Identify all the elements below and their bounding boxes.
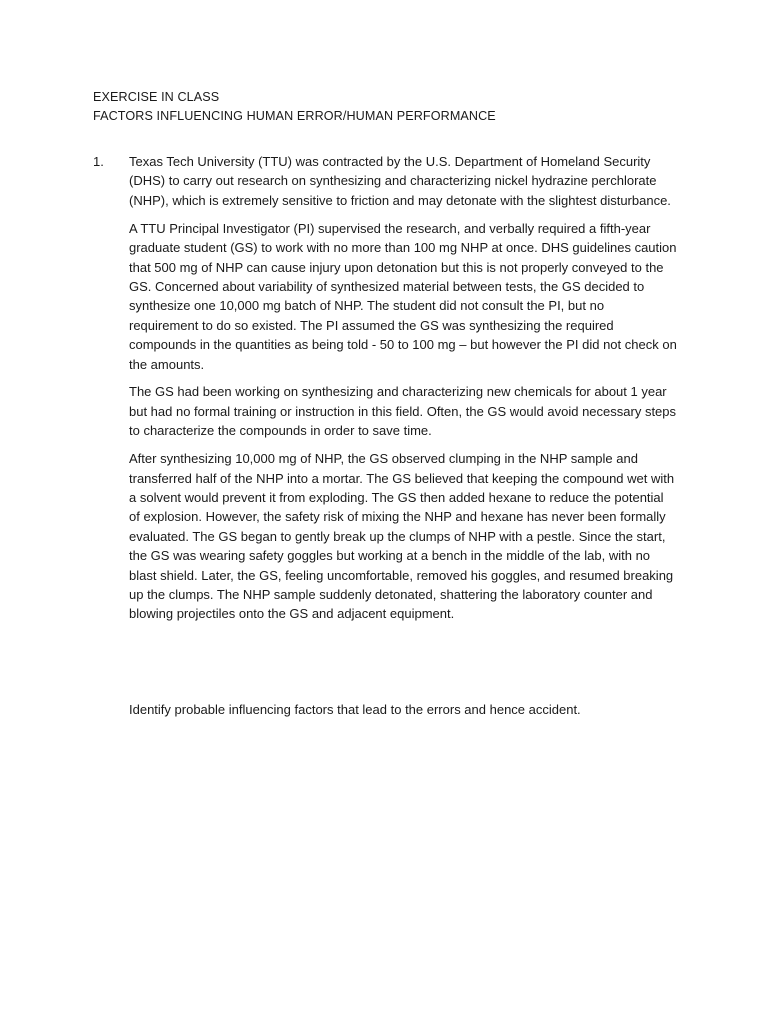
paragraph-incident: After synthesizing 10,000 mg of NHP, the GS observed clumping in the NHP sample and transferred half of the NHP into a mortar. The GS believed that keeping the compound wet with a solvent would prevent it from exploding. The GS then added hexane to reduce the potential of explosion. However, the safety risk of mixing the NHP and hexane has never been formally evaluated. The GS began to gently break up the clumps of NHP with a pestle. Since the start, the GS was wearing safety goggles but working at a bench in the middle of the lab, with no blast shield. Later, the GS, feeling uncomfortable, removed his goggles, and resumed breaking up the clumps. The NHP sample suddenly detonated, shattering the laboratory counter and blowing projectiles onto the GS and adjacent equipment. <box>129 451 675 622</box>
item-number: 1. <box>93 154 104 169</box>
paragraph-training: The GS had been working on synthesizing and characterizing new chemicals for about 1 year but had no formal training or instruction in this field. Often, the GS would avoid necessary steps to characterize the compounds in order to save time. <box>129 384 677 439</box>
paragraph-supervision: A TTU Principal Investigator (PI) supervised the research, and verbally required a fifth-year graduate student (GS) to work with no more than 100 mg NHP at once. DHS guidelines caution that 500 mg of NHP can cause injury upon detonation but this is not properly conveyed to the GS. Concerned about variability of synthesized material between tests, the GS decided to synthesize one 10,000 mg batch of NHP. The student did not consult the PI, but no requirement to do so existed. The PI assumed the GS was synthesizing the required compounds in the quantities as being told - 50 to 100 mg – but however the PI did not check on the amounts. <box>129 220 677 372</box>
case-description <box>129 152 677 632</box>
exercise-question: Identify probable influencing factors that lead to the errors and hence accident. <box>129 702 581 717</box>
paragraph-background: Texas Tech University (TTU) was contracted by the U.S. Department of Homeland Security (DHS) to carry out research on synthesizing and characterizing nickel hydrazine perchlorate (NHP), which is extremely sensitive to friction and may detonate with the slightest disturbance. <box>129 154 671 208</box>
document-header <box>93 88 496 126</box>
exercise-subtitle: FACTORS INFLUENCING HUMAN ERROR/HUMAN PERFORMANCE <box>93 109 496 123</box>
exercise-title: EXERCISE IN CLASS <box>93 90 220 104</box>
